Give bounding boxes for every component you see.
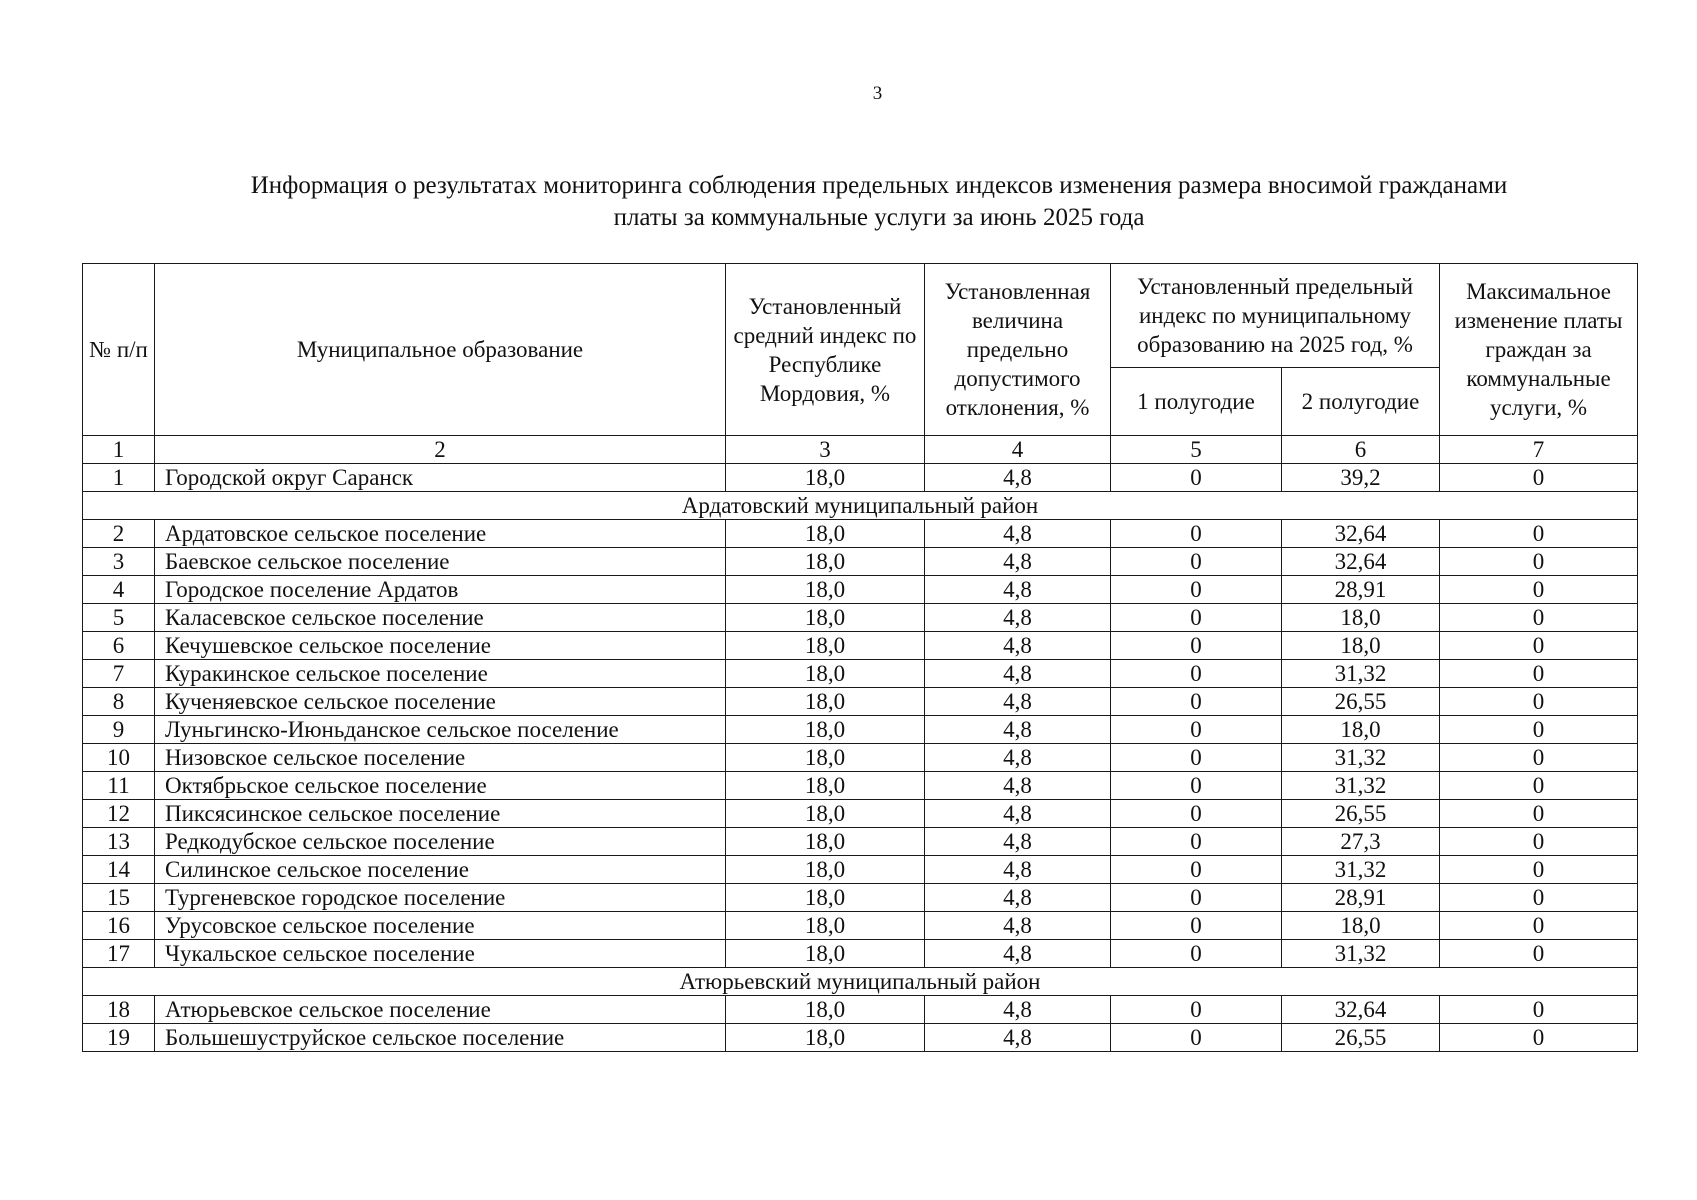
municipality-name-cell: Ардатовское сельское поселение [155,520,726,548]
deviation-cell: 4,8 [925,884,1111,912]
table-row [83,688,1638,716]
average-index-cell: 18,0 [726,744,925,772]
second-half-cell: 31,32 [1282,660,1440,688]
table-row [83,884,1638,912]
municipality-name-cell: Кечушевское сельское поселение [155,632,726,660]
first-half-cell: 0 [1111,884,1282,912]
deviation-cell: 4,8 [925,856,1111,884]
row-number-cell: 1 [83,464,155,492]
deviation-cell: 4,8 [925,548,1111,576]
first-half-cell: 0 [1111,1024,1282,1052]
row-number-cell: 9 [83,716,155,744]
first-half-cell: 0 [1111,688,1282,716]
max-change-cell: 0 [1440,688,1638,716]
row-number-cell: 16 [83,912,155,940]
table-header [83,264,1638,436]
first-half-cell: 0 [1111,912,1282,940]
document-title [84,170,1674,234]
table-row [83,800,1638,828]
max-change-cell: 0 [1440,744,1638,772]
municipality-name-cell: Редкодубское сельское поселение [155,828,726,856]
deviation-cell: 4,8 [925,828,1111,856]
first-half-cell: 0 [1111,800,1282,828]
average-index-cell: 18,0 [726,912,925,940]
table-row [83,464,1638,492]
average-index-cell: 18,0 [726,856,925,884]
table-row [83,772,1638,800]
max-change-cell: 0 [1440,772,1638,800]
municipality-name-cell: Октябрьское сельское поселение [155,772,726,800]
title-line-1: Информация о результатах мониторинга соблюдения предельных индексов изменения размера вносимой гражданами [250,172,1508,199]
average-index-cell: 18,0 [726,660,925,688]
second-half-cell: 28,91 [1282,884,1440,912]
second-half-cell: 28,91 [1282,576,1440,604]
header-max-change: Максимальное изменение платы граждан за коммунальные услуги, % [1440,264,1638,436]
average-index-cell: 18,0 [726,688,925,716]
deviation-cell: 4,8 [925,464,1111,492]
average-index-cell: 18,0 [726,464,925,492]
municipality-name-cell: Куракинское сельское поселение [155,660,726,688]
first-half-cell: 0 [1111,940,1282,968]
header-average-index: Установленный средний индекс по Республике Мордовия, % [726,264,925,436]
max-change-cell: 0 [1440,520,1638,548]
max-change-cell: 0 [1440,632,1638,660]
table-row [83,716,1638,744]
column-number: 2 [155,436,726,464]
second-half-cell: 18,0 [1282,716,1440,744]
average-index-cell: 18,0 [726,828,925,856]
table-row [83,940,1638,968]
average-index-cell: 18,0 [726,576,925,604]
municipality-name-cell: Урусовское сельское поселение [155,912,726,940]
table-row [83,912,1638,940]
second-half-cell: 39,2 [1282,464,1440,492]
table-row [83,660,1638,688]
row-number-cell: 12 [83,800,155,828]
first-half-cell: 0 [1111,996,1282,1024]
deviation-cell: 4,8 [925,1024,1111,1052]
first-half-cell: 0 [1111,632,1282,660]
column-number: 5 [1111,436,1282,464]
table-row [83,744,1638,772]
deviation-cell: 4,8 [925,772,1111,800]
first-half-cell: 0 [1111,576,1282,604]
deviation-cell: 4,8 [925,576,1111,604]
table-row [83,548,1638,576]
title-line-2: платы за коммунальные услуги за июнь 2025 года [613,204,1145,231]
max-change-cell: 0 [1440,576,1638,604]
row-number-cell: 14 [83,856,155,884]
municipality-name-cell: Тургеневское городское поселение [155,884,726,912]
municipality-name-cell: Кученяевское сельское поселение [155,688,726,716]
row-number-cell: 7 [83,660,155,688]
municipality-name-cell: Атюрьевское сельское поселение [155,996,726,1024]
second-half-cell: 18,0 [1282,912,1440,940]
max-change-cell: 0 [1440,856,1638,884]
deviation-cell: 4,8 [925,716,1111,744]
row-number-cell: 18 [83,996,155,1024]
deviation-cell: 4,8 [925,744,1111,772]
municipality-name-cell: Силинское сельское поселение [155,856,726,884]
deviation-cell: 4,8 [925,912,1111,940]
deviation-cell: 4,8 [925,520,1111,548]
average-index-cell: 18,0 [726,800,925,828]
table-row [83,828,1638,856]
column-number-row [83,436,1638,464]
first-half-cell: 0 [1111,604,1282,632]
table-row [83,856,1638,884]
row-number-cell: 13 [83,828,155,856]
monitoring-table [82,263,1638,1052]
row-number-cell: 4 [83,576,155,604]
average-index-cell: 18,0 [726,604,925,632]
second-half-cell: 18,0 [1282,632,1440,660]
average-index-cell: 18,0 [726,632,925,660]
second-half-cell: 32,64 [1282,520,1440,548]
column-number: 4 [925,436,1111,464]
second-half-cell: 27,3 [1282,828,1440,856]
max-change-cell: 0 [1440,1024,1638,1052]
table-row [83,604,1638,632]
header-row-number: № п/п [83,264,155,436]
first-half-cell: 0 [1111,464,1282,492]
municipality-name-cell: Каласевское сельское поселение [155,604,726,632]
first-half-cell: 0 [1111,548,1282,576]
district-label: Ардатовский муниципальный район [83,492,1638,520]
average-index-cell: 18,0 [726,996,925,1024]
average-index-cell: 18,0 [726,716,925,744]
municipality-name-cell: Городской округ Саранск [155,464,726,492]
second-half-cell: 31,32 [1282,940,1440,968]
average-index-cell: 18,0 [726,940,925,968]
max-change-cell: 0 [1440,996,1638,1024]
deviation-cell: 4,8 [925,996,1111,1024]
second-half-cell: 26,55 [1282,800,1440,828]
deviation-cell: 4,8 [925,940,1111,968]
row-number-cell: 19 [83,1024,155,1052]
column-number: 7 [1440,436,1638,464]
average-index-cell: 18,0 [726,772,925,800]
column-number: 1 [83,436,155,464]
first-half-cell: 0 [1111,744,1282,772]
column-number: 3 [726,436,925,464]
first-half-cell: 0 [1111,856,1282,884]
district-label: Атюрьевский муниципальный район [83,968,1638,996]
second-half-cell: 31,32 [1282,744,1440,772]
max-change-cell: 0 [1440,548,1638,576]
municipality-name-cell: Луньгинско-Июньданское сельское поселение [155,716,726,744]
row-number-cell: 3 [83,548,155,576]
deviation-cell: 4,8 [925,800,1111,828]
municipality-name-cell: Низовское сельское поселение [155,744,726,772]
table-body [83,436,1638,1052]
municipality-name-cell: Городское поселение Ардатов [155,576,726,604]
district-row [83,492,1638,520]
table-row [83,576,1638,604]
deviation-cell: 4,8 [925,660,1111,688]
second-half-cell: 26,55 [1282,1024,1440,1052]
row-number-cell: 17 [83,940,155,968]
first-half-cell: 0 [1111,828,1282,856]
max-change-cell: 0 [1440,912,1638,940]
first-half-cell: 0 [1111,520,1282,548]
row-number-cell: 6 [83,632,155,660]
max-change-cell: 0 [1440,940,1638,968]
header-limit-index: Установленный предельный индекс по муниципальному образованию на 2025 год, % [1111,264,1440,368]
district-row [83,968,1638,996]
header-second-half: 2 полугодие [1282,368,1440,436]
deviation-cell: 4,8 [925,604,1111,632]
average-index-cell: 18,0 [726,1024,925,1052]
deviation-cell: 4,8 [925,688,1111,716]
row-number-cell: 2 [83,520,155,548]
page-number: 3 [872,83,883,104]
first-half-cell: 0 [1111,716,1282,744]
table-row [83,632,1638,660]
second-half-cell: 32,64 [1282,548,1440,576]
municipality-name-cell: Пиксясинское сельское поселение [155,800,726,828]
table-row [83,1024,1638,1052]
max-change-cell: 0 [1440,660,1638,688]
second-half-cell: 32,64 [1282,996,1440,1024]
average-index-cell: 18,0 [726,520,925,548]
average-index-cell: 18,0 [726,548,925,576]
second-half-cell: 31,32 [1282,856,1440,884]
municipality-name-cell: Чукальское сельское поселение [155,940,726,968]
first-half-cell: 0 [1111,772,1282,800]
first-half-cell: 0 [1111,660,1282,688]
municipality-name-cell: Большешуструйское сельское поселение [155,1024,726,1052]
max-change-cell: 0 [1440,828,1638,856]
table-row [83,996,1638,1024]
table-row [83,520,1638,548]
max-change-cell: 0 [1440,716,1638,744]
max-change-cell: 0 [1440,800,1638,828]
column-number: 6 [1282,436,1440,464]
row-number-cell: 8 [83,688,155,716]
second-half-cell: 31,32 [1282,772,1440,800]
second-half-cell: 26,55 [1282,688,1440,716]
second-half-cell: 18,0 [1282,604,1440,632]
row-number-cell: 10 [83,744,155,772]
max-change-cell: 0 [1440,884,1638,912]
header-allowed-deviation: Установленная величина предельно допустимого отклонения, % [925,264,1111,436]
average-index-cell: 18,0 [726,884,925,912]
row-number-cell: 5 [83,604,155,632]
municipality-name-cell: Баевское сельское поселение [155,548,726,576]
max-change-cell: 0 [1440,604,1638,632]
row-number-cell: 11 [83,772,155,800]
row-number-cell: 15 [83,884,155,912]
header-municipality: Муниципальное образование [155,264,726,436]
max-change-cell: 0 [1440,464,1638,492]
header-first-half: 1 полугодие [1111,368,1282,436]
deviation-cell: 4,8 [925,632,1111,660]
